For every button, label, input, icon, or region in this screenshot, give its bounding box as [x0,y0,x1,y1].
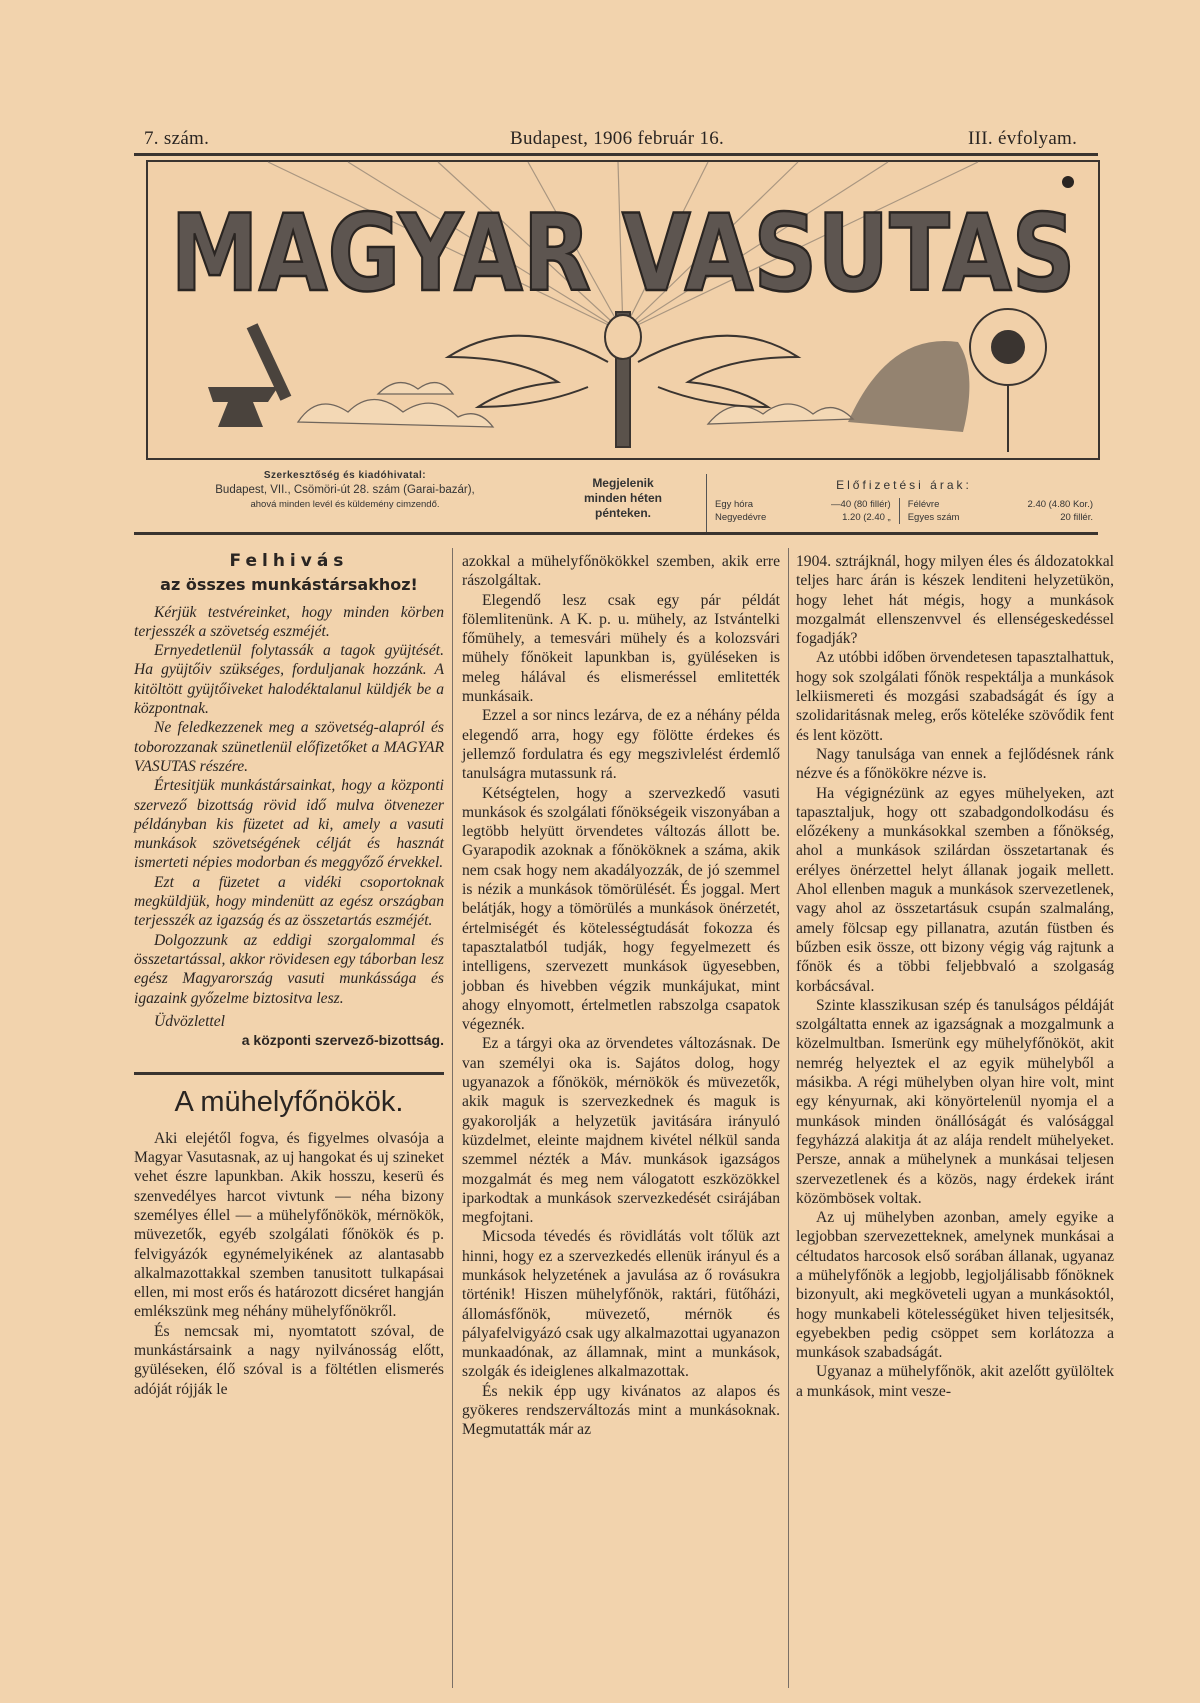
article-paragraph: Elegendő lesz csak egy pár példát fölemlitenünk. A K. p. u. mühely, az Istvántelki főmühely, a temesvári mühely és a kolozsvári mühely főnökeit lapunkban is, gyüléseken is meleg hálával és elismeréssel emlitették munkásaik. [462,591,780,706]
masthead-artwork [148,162,1098,458]
subscription-row [714,511,1094,524]
article-paragraph: Ha végignézünk az egyes mühelyeken, azt tapasztaljuk, hogy ott szabadgondolkodásu és előzékeny a munkásokkal szemben a főnökség, ahol a munkások szilárdan összetartanak és erélyes önérzettel helyt állanak jogaik mellett. Ahol ellenben maguk a munkások szervezetlenek, vagy ahol az összetartásuk csupán szalmaláng, amely fölcsap egy pillanatra, azután füstben és bűzben esik össze, ott bizony végig vág rajtunk a főnök és a többi feljebbvaló a szolgaság korbácsával. [796,784,1114,995]
greeting: Üdvözlettel [154,1012,226,1030]
mountain-tunnel [848,341,969,432]
article-paragraph: Az utóbbi időben örvendetesen tapasztalhattuk, hogy sok szolgálati főnök respektálja a munkások lelkiismereti és mozgási szabadságát és így a szolidaritásnak meleg, erős köteléke szövődik fent és lent között. [796,649,1114,744]
appeal-paragraph: Ezt a füzetet a vidéki csoportoknak megküldjük, hogy mindenütt az egész országban terjesszék az igazság és az összetartás eszméjét. [134,873,444,930]
publishing-line: pénteken. [594,506,651,520]
signal-lamp [970,309,1046,452]
sub-label: Egy hóra [715,499,754,510]
column-divider [788,548,789,1688]
signature: a központi szervező-bizottság. [241,1032,444,1049]
publishing-line: Megjelenik [592,476,654,490]
masthead-title: MAGYAR VASUTAS [170,192,1076,315]
sub-label: Egyes szám [907,512,960,523]
sub-value: 1.20 (2.40 „ [795,511,900,524]
appeal-heading: Felhivás [229,551,349,571]
subscription-table [714,498,1094,524]
sub-value: —40 (80 fillér) [795,498,900,511]
article-paragraph: Az uj mühelyben azonban, amely egyike a legjobban szervezetteknek, amelynek munkásai a céltudatos harcosok első sorában állanak, ugyanaz a mühelyfőnök a legjobb, legjoljálisabb főnöknek bizonyult, aki megköveteli ugyan a munkásoktól, hogy munkabeli kötelességüket hiven teljesitsék, egyebekben pedig csöppet sem korlátozza a munkások szabadságát. [796,1209,1114,1362]
volume: III. évfolyam. [968,128,1078,149]
sub-label: Negyedévre [715,512,767,523]
appeal-subheading: az összes munkástársakhoz! [160,575,418,595]
sub-value: 2.40 (4.80 Kor.) [1027,499,1093,510]
info-divider [706,474,707,532]
sub-label: Félévre [907,499,940,510]
article-paragraph: Kétségtelen, hogy a szervezkedő vasuti munkások és szolgálati főnökségeik viszonyában a legtöbb helyütt örvendetes változás állott be. Gyarapodik azoknak a főnököknek a száma, akik nem csak hogy nem akadályozzák, de jó szemmel is nézik a munkások tömörülését. És joggal. Mert belátják, hogy a tömörülés a munkások önérzetét, értelmiségét és kötelességtudását fokozza és tapasztalatból tudják, hogy fegyelmezett és intelligens, szervezett munkások ügyesebben, jobban és hivebben végzik munkájukat, mint ahogy elnyomott, értelmetlen rabszolga csapatok végeznék. [462,784,780,1034]
article-paragraph: azokkal a mühelyfőnökökkel szemben, akik erre rászolgáltak. [462,553,780,590]
appeal-paragraph: Értesitjük munkástársainkat, hogy a központi szervező bizottság rövid idő mulva ötvenezer példányban kis füzetet ad ki, amely a vasuti munkások szövetségének célját és hasznát ismerteti népies modorban és meggyőző érvekkel. [134,777,444,872]
appeal-paragraph: Kérjük testvéreinket, hogy minden körben terjesszék a szövetség eszméjét. [134,603,444,640]
publishing-info [558,476,688,521]
issue-number: 7. szám. [144,128,210,149]
editorial-label: Szerkesztőség és kiadóhivatal: [263,470,427,481]
column-3 [796,552,1114,1401]
appeal-paragraph: Ne feledkezzenek meg a szövetség-alapról és toborozzanak szünetlenül előfizetőket a MAGYAR VASUTAS részére. [134,719,444,775]
winged-wheel-emblem [448,312,798,447]
appeal-paragraph: Dolgozzunk az eddigi szorgalommal és összetartással, akkor rövidesen egy táborban lesz egész Magyarország vasuti munkássága és igazaink győzelme biztositva lesz. [134,931,444,1007]
date-line: Budapest, 1906 február 16. [510,128,725,149]
column-divider [452,548,453,1688]
editorial-note: ahová minden levél és küldemény cimzendő. [250,499,440,510]
article-paragraph: 1904. sztrájknál, hogy milyen éles és áldozatokkal teljes harc árán is készek lenditeni helyzetükön, hogy lehet hát mégis, hogy a munkások mozgalmát ellenszenvvel és ellenségeskedéssel fogadják? [796,553,1114,648]
subscription-row [714,498,1094,511]
sub-value: 20 fillér. [1060,512,1093,523]
info-rule [134,532,1098,535]
subscription-info [714,478,1094,524]
subscription-title: Előfizetési árak: [836,478,972,492]
header-rule [134,153,1098,156]
article-paragraph: Nagy tanulsága van ennek a fejlődésnek ránk nézve és a főnökökre nézve is. [796,745,1114,783]
article-paragraph: Micsoda tévedés és rövidlátás volt tőlük azt hinni, hogy ez a szervezkedés ellenük irányul és a munkások helyzetének a javulása az ő rovásukra történik! Hiszen mühelyfőnök, raktári, fütőházi, állomásfőnök, müvezető, mérnök és pályafelvigyázó csak ugy alkalmazottai ugyanazon munkaadónak, az államnak, mint a munkások, szolgák és ideiglenes alkalmazottak. [462,1228,780,1381]
article-paragraph: És nemcsak mi, nyomtatott szóval, de munkástársaink a nagy nyilvánosság előtt, gyüléseken, élő szóval is a föltétlen elismerés adóját rójják le [134,1322,444,1398]
column-2 [462,552,780,1440]
article-paragraph: Ezzel a sor nincs lezárva, de ez a néhány példa elegendő arra, hogy egy fölötte érdekes és jellemző fordulatra és egy megszivlelést érdemlő tanulságra mutassunk rá. [462,707,780,783]
publishing-line: minden héten [583,491,662,505]
masthead [146,160,1100,460]
article-rule [134,1072,444,1075]
corner-dot [1062,176,1074,188]
article-paragraph: És nekik épp ugy kivánatos az alapos és gyökeres rendszerváltozás mint a munkásoknak. Megmutatták már az [462,1382,780,1439]
anvil-hammer [208,323,291,427]
article-title: A mühelyfőnökök. [174,1086,404,1119]
article-paragraph: Ez a tárgyi oka az örvendetes változásnak. De van személyi oka is. Sajátos dolog, hogy ugyanazok a főnökök, mérnökök és müvezetők, akik maguk is szervezkednek és maguk is gyakorolják a helyzetük javitására irányuló küzdelmet, eleinte majdnem kivétel nélkül sanda szemmel nézték a Máv. munkások igazságos mozgalmát és meg nem válogatott eszközökkel iparkodtak a munkások szervezkedését csirájában megfojtani. [462,1035,780,1227]
appeal-paragraph: Ernyedetlenül folytassák a tagok gyüjtését. Ha gyüjtőiv szükséges, forduljanak hozzánk. A kitöltött gyüjtőiveket halodéktalanul küldjék be a központnak. [134,642,444,718]
article-paragraph: Ugyanaz a mühelyfőnök, akit azelőtt gyülöltek a munkások, mint vesze- [796,1363,1114,1400]
article-paragraph: Szinte klasszikusan szép és tanulságos példáját szolgáltatta ennek az igazságnak a mozgalmunk a közelmultban. Ismerünk egy mühelyfőnököt, akit nemrég helyeztek el az egyik mühelyből a másikba. A régi mühelyben olyan hire volt, mint egy kényurnak, aki könyörtelenül nyomja el a munkások minden önállóságát és valósággal fegyházzá alakitja át az alája rendelt mühelyeket. Persze, annak a mühelynek a munkásai teljesen szervezetlenek és a közös, nagy érdekek iránt közömbösek voltak. [796,996,1114,1207]
column-1 [134,552,444,1399]
editorial-address: Budapest, VII., Csömöri-út 28. szám (Garai-bazár), [215,484,475,496]
article-paragraph: Aki elejétől fogva, és figyelmes olvasója a Magyar Vasutasnak, az uj hangokat és uj szineket vehet észre lapunkban. Akik hosszu, keserü és szenvedélyes harcot vivtunk — néha bizony személyes éllel — a mühelyfőnökök, mérnökök, müvezetők, egyéb szolgálati főnökök és p. felvigyázók egynémelyikének az alantasabb alkalmazottakkal szemben tanusitott tulkapásai ellen, mi most erős és határozott dicséret hangján emlékszünk meg néhány mühelyfőnökről. [134,1129,444,1321]
editorial-info [150,470,540,510]
